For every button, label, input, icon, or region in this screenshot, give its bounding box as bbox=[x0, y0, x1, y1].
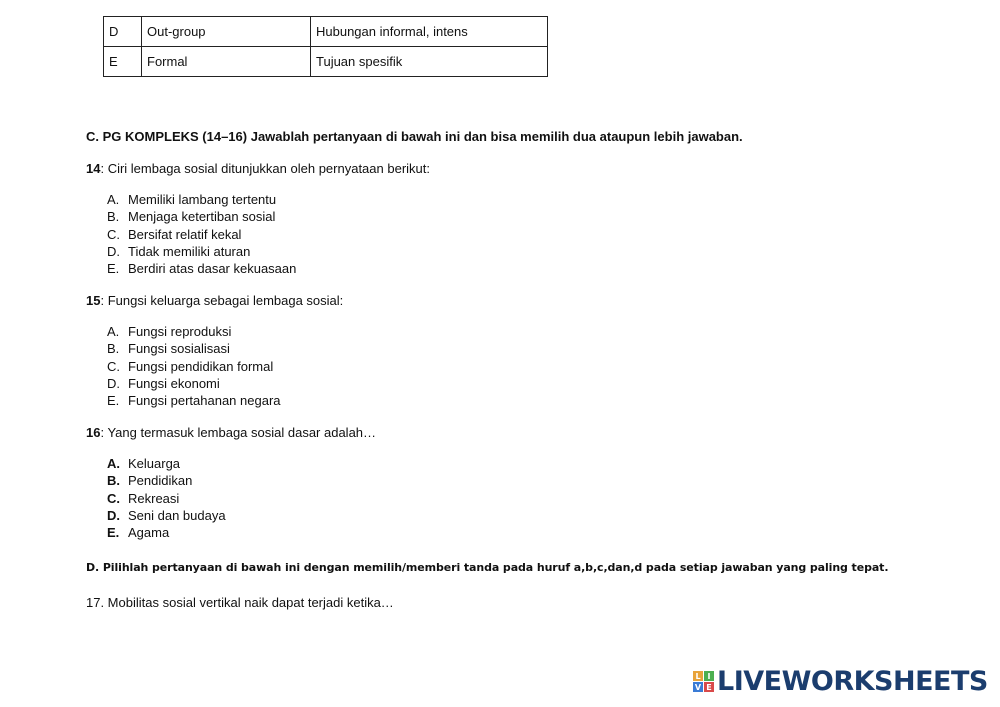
question-15-prompt bbox=[86, 293, 343, 308]
option-item[interactable] bbox=[107, 358, 281, 375]
section-d-heading: D. Pilihlah pertanyaan di bawah ini dengan memilih/memberi tanda pada huruf a,b,c,dan,d pada setiap jawaban yang paling tepat. bbox=[86, 561, 889, 574]
option-text: Keluarga bbox=[128, 456, 181, 471]
option-text: Menjaga ketertiban sosial bbox=[128, 209, 276, 225]
option-letter: C. bbox=[107, 490, 120, 506]
row-term: Out-group bbox=[142, 17, 311, 47]
row-letter: E bbox=[104, 47, 142, 77]
option-letter: C. bbox=[107, 358, 120, 374]
question-14-prompt bbox=[86, 161, 430, 176]
option-text: Bersifat relatif kekal bbox=[128, 226, 242, 242]
question-number: 16 bbox=[86, 425, 101, 440]
logo-block-e: E bbox=[704, 682, 714, 692]
question-number: 15 bbox=[86, 293, 101, 308]
row-description: Hubungan informal, intens bbox=[311, 17, 548, 47]
option-text: Fungsi pertahanan negara bbox=[128, 393, 281, 409]
liveworksheets-logo bbox=[693, 668, 988, 695]
question-number: 14 bbox=[86, 161, 101, 176]
option-item[interactable] bbox=[107, 455, 226, 472]
option-item[interactable] bbox=[107, 472, 226, 489]
question-14-options bbox=[107, 191, 296, 277]
option-item[interactable] bbox=[107, 243, 296, 260]
table-row bbox=[104, 47, 548, 77]
option-text: Agama bbox=[128, 525, 170, 541]
option-item[interactable] bbox=[107, 490, 226, 507]
table-row bbox=[104, 17, 548, 47]
option-text: Pendidikan bbox=[128, 473, 193, 489]
option-text: Memiliki lambang tertentu bbox=[128, 192, 277, 207]
question-text: : Fungsi keluarga sebagai lembaga sosial: bbox=[100, 293, 344, 308]
option-letter: A. bbox=[107, 192, 120, 207]
option-text: Fungsi pendidikan formal bbox=[128, 358, 274, 374]
row-letter: D bbox=[104, 17, 142, 47]
question-16-options bbox=[107, 455, 226, 541]
option-text: Fungsi reproduksi bbox=[128, 324, 232, 339]
option-item[interactable] bbox=[107, 260, 296, 277]
question-text: : Ciri lembaga sosial ditunjukkan oleh pernyataan berikut: bbox=[100, 161, 430, 176]
option-letter: D. bbox=[107, 375, 120, 391]
option-text: Berdiri atas dasar kekuasaan bbox=[128, 261, 297, 277]
option-text: Tidak memiliki aturan bbox=[128, 243, 251, 259]
option-letter: E. bbox=[107, 525, 120, 541]
question-17-prompt: 17. Mobilitas sosial vertikal naik dapat terjadi ketika… bbox=[86, 595, 394, 610]
option-letter: E. bbox=[107, 393, 120, 409]
question-text: : Yang termasuk lembaga sosial dasar adalah… bbox=[100, 425, 377, 440]
row-description: Tujuan spesifik bbox=[311, 47, 548, 77]
option-letter: B. bbox=[107, 473, 120, 489]
option-text: Rekreasi bbox=[128, 490, 180, 506]
option-item[interactable] bbox=[107, 375, 281, 392]
logo-text: LIVEWORKSHEETS bbox=[717, 666, 988, 697]
option-letter: B. bbox=[107, 209, 120, 225]
option-item[interactable] bbox=[107, 340, 281, 357]
option-text: Fungsi sosialisasi bbox=[128, 341, 230, 357]
option-text: Seni dan budaya bbox=[128, 507, 226, 523]
question-15-options bbox=[107, 323, 281, 409]
option-text: Fungsi ekonomi bbox=[128, 375, 220, 391]
option-letter: D. bbox=[107, 243, 120, 259]
option-letter: A. bbox=[107, 324, 120, 339]
option-item[interactable] bbox=[107, 226, 296, 243]
row-term: Formal bbox=[142, 47, 311, 77]
logo-block-i: I bbox=[704, 671, 714, 681]
option-item[interactable] bbox=[107, 208, 296, 225]
option-item[interactable] bbox=[107, 323, 281, 340]
option-letter: C. bbox=[107, 226, 120, 242]
option-letter: E. bbox=[107, 261, 120, 277]
option-item[interactable] bbox=[107, 524, 226, 541]
logo-block-v: V bbox=[694, 682, 702, 692]
option-item[interactable] bbox=[107, 191, 296, 208]
option-item[interactable] bbox=[107, 507, 226, 524]
logo-blocks-icon bbox=[693, 671, 714, 692]
option-item[interactable] bbox=[107, 392, 281, 409]
matching-table bbox=[103, 16, 548, 77]
logo-block-l: L bbox=[693, 671, 703, 681]
option-letter: D. bbox=[107, 507, 120, 523]
section-c-heading: C. PG KOMPLEKS (14–16) Jawablah pertanyaan di bawah ini dan bisa memilih dua ataupun lebih jawaban. bbox=[86, 129, 743, 144]
question-16-prompt bbox=[86, 425, 376, 440]
option-letter: A. bbox=[107, 456, 120, 471]
option-letter: B. bbox=[107, 341, 120, 357]
